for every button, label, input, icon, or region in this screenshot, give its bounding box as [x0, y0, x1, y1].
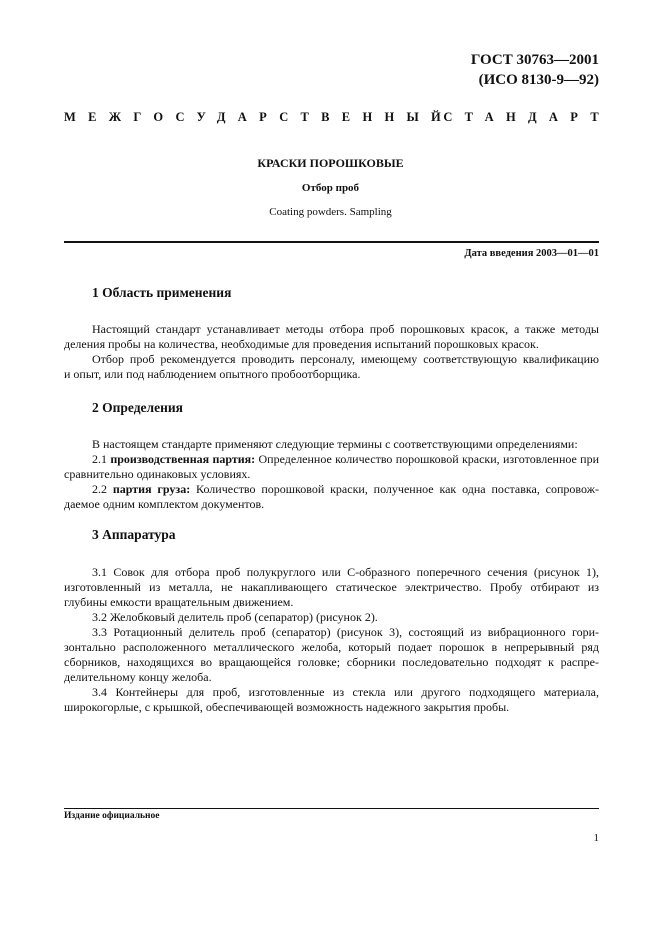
section-heading-definitions: 2 Определения: [92, 400, 183, 415]
paragraph: [64, 685, 599, 715]
text-line: зонтально расположенного металлического желоба, который подает порошок в непрерывный ряд: [64, 640, 599, 654]
definition-paragraph: [64, 452, 599, 482]
text-line: Отбор проб рекомендуется проводить персоналу, имеющему соответствующую квалификацию: [92, 352, 599, 366]
text-line: деления пробы на количества, необходимые для проведения испытаний порошковых красок.: [64, 337, 539, 351]
text-line: 3.4 Контейнеры для проб, изготовленные из стекла или другого подходящего материала,: [92, 685, 599, 699]
document-subtitle: Отбор проб: [301, 182, 360, 194]
text-line: 3.1 Совок для отбора проб полукруглого или С-образного поперечного сечения (рисунок 1),: [92, 565, 599, 579]
page-number: 1: [593, 832, 599, 844]
text-line: делительному концу желоба.: [64, 670, 212, 684]
interstate-word: МЕЖГОСУДАРСТВЕННЫЙ: [64, 110, 454, 124]
section-heading-scope: 1 Область применения: [92, 285, 232, 300]
text-line: [64, 482, 599, 497]
text-line: [64, 452, 599, 467]
text-line: глубины емкости вращательным движением.: [64, 595, 294, 609]
document-title: КРАСКИ ПОРОШКОВЫЕ: [257, 156, 404, 170]
text-line: даемое одним комплектом документов.: [64, 497, 265, 511]
paragraph: [64, 625, 599, 685]
introduction-date: Дата введения 2003—01—01: [464, 248, 599, 259]
title-divider: [64, 241, 599, 243]
text-line: 3.2 Желобковый делитель проб (сепаратор) (рисунок 2).: [92, 610, 378, 624]
gost-number: ГОСТ 30763—2001: [470, 52, 599, 68]
paragraph: [64, 322, 599, 352]
term: партия груза:: [112, 482, 191, 496]
paragraph: [64, 565, 599, 610]
english-title: Coating powders. Sampling: [269, 206, 392, 218]
footer-divider: [64, 808, 599, 809]
standard-word: СТАНДАРТ: [443, 110, 611, 124]
paragraph: [64, 437, 599, 452]
definition-text: Количество порошковой краски, полученное как одна поставка, сопровож-: [196, 482, 600, 496]
text-line: 3.3 Ротационный делитель проб (сепаратор) (рисунок 3), состоящий из вибрационного гори-: [92, 625, 599, 639]
text-line: сравнительно одинаковых условиях.: [64, 467, 251, 481]
paragraph: [64, 610, 599, 625]
clause-number: 2.1: [92, 452, 107, 466]
text-line: Настоящий стандарт устанавливает методы отбора проб порошковых красок, а также методы: [92, 322, 599, 336]
term: производственная партия:: [110, 452, 256, 466]
paragraph: [64, 352, 599, 382]
gost-designation: [471, 50, 599, 90]
definition-paragraph: [64, 482, 599, 512]
text-line: В настоящем стандарте применяют следующие термины с соответствующими определениями:: [92, 437, 578, 451]
edition-note: Издание официальное: [64, 811, 160, 821]
iso-number: (ИСО 8130-9—92): [478, 72, 599, 88]
text-line: изготовленный из металла, не накапливающего статическое электричество. Пробу отбирают из: [64, 580, 599, 594]
text-line: широкогорлые, с крышкой, обеспечивающей возможность надежного закрытия пробы.: [64, 700, 510, 714]
clause-number: 2.2: [92, 482, 107, 496]
section-heading-apparatus: 3 Аппаратура: [92, 527, 176, 542]
text-line: и опыт, или под наблюдением опытного пробоотборщика.: [64, 367, 361, 381]
definition-text: Определенное количество порошковой краски, изготовленное при: [258, 452, 600, 466]
text-line: сборников, находящихся во вращающейся головке; сборники последовательно подходят к распре-: [64, 655, 599, 669]
